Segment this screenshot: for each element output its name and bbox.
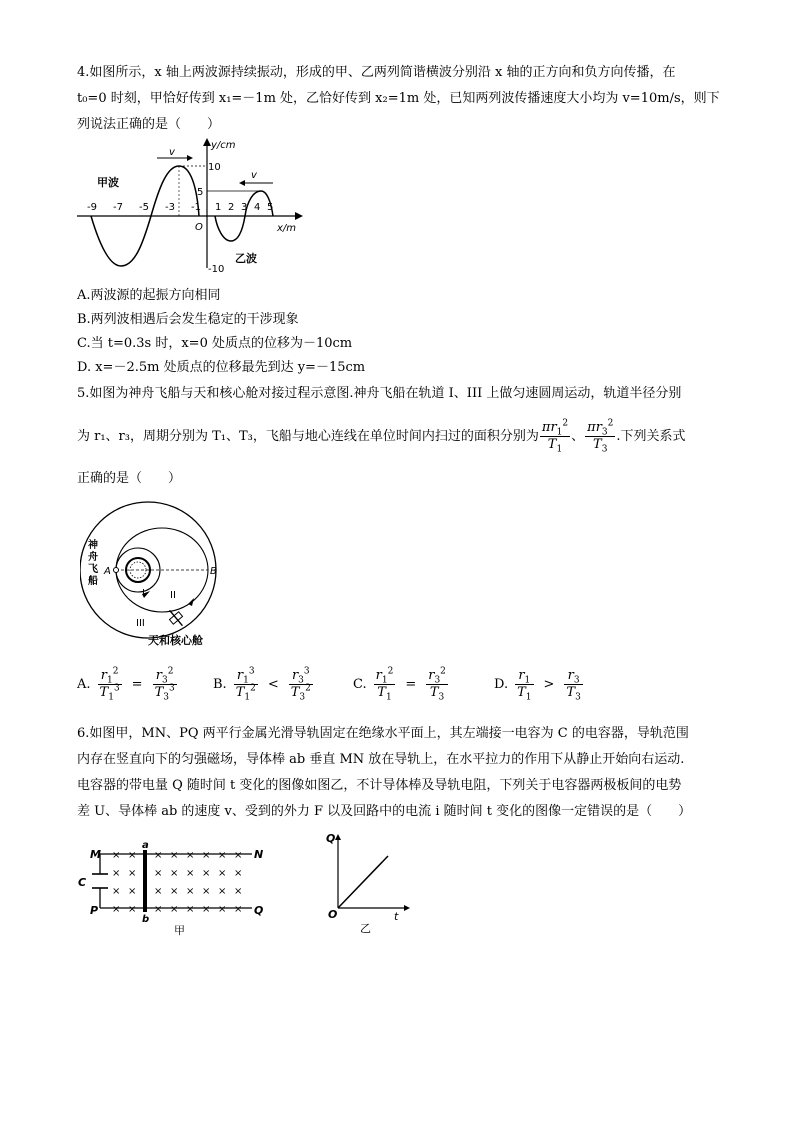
q6-label-n: N [254, 848, 264, 861]
svg-text:×: × [112, 850, 121, 861]
svg-text:×: × [234, 886, 243, 897]
q4-jia-label: 甲波 [97, 176, 119, 189]
q4-line-3: 列说法正确的是（ ） [77, 117, 221, 132]
q6-label-a: a [142, 840, 149, 851]
q5-area-frac-1: $\frac{\pi r_1^2}{T_1}$ [541, 418, 569, 455]
svg-text:×: × [202, 886, 211, 897]
q6-line-1: 6.如图甲，MN、PQ 两平行金属光滑导轨固定在绝缘水平面上，其左端接一电容为 C 的电容器，导轨范围 [77, 726, 689, 741]
q5-shenzhou-label: 神舟飞船 [88, 540, 98, 587]
svg-text:×: × [112, 904, 121, 915]
q4-x-tick-4: 4 [254, 202, 261, 213]
svg-text:×: × [234, 850, 243, 861]
q6-figure-jia [76, 838, 276, 938]
q4-x-tick-neg1: -1 [191, 202, 201, 213]
q5-option-b-letter: B. [213, 677, 227, 692]
svg-text:×: × [170, 868, 179, 879]
q5-point-a: A [104, 566, 111, 577]
svg-text:×: × [128, 868, 137, 879]
svg-text:×: × [234, 868, 243, 879]
q6-label-m: M [90, 848, 101, 861]
svg-text:×: × [202, 850, 211, 861]
q5-line-3: 正确的是（ ） [77, 471, 182, 486]
q4-yi-v: v [251, 170, 257, 181]
q5-orbit-iii: III [136, 618, 145, 629]
q4-line-2: t₀=0 时刻，甲恰好传到 x₁=－1m 处，乙恰好传到 x₂=1m 处，已知两列波传播速度大小均为 v=10m/s，则下 [77, 91, 720, 106]
q4-x-tick-neg5: -5 [139, 202, 149, 213]
svg-text:×: × [170, 850, 179, 861]
svg-text:×: × [128, 886, 137, 897]
q5-option-a-letter: A. [77, 677, 91, 692]
q4-y-tick-neg10: -10 [208, 264, 225, 275]
q5-line-2 [77, 420, 686, 453]
q4-yi-label: 乙波 [235, 252, 257, 265]
q5-option-d-letter: D. [494, 677, 509, 692]
q6-yi-y-label: Q [326, 832, 336, 845]
svg-text:×: × [154, 904, 163, 915]
q5-option-a: A. $\frac{r_1^2}{T_1^3}$ = $\frac{r_3^2}{T_3^3}$ [77, 666, 175, 703]
svg-text:×: × [218, 904, 227, 915]
svg-text:×: × [186, 886, 195, 897]
q4-x-tick-2: 2 [228, 202, 235, 213]
svg-text:×: × [154, 886, 163, 897]
q5-line-1: 5.如图为神舟飞船与天和核心舱对接过程示意图.神舟飞船在轨道 I、III 上做匀速圆周运动，轨道半径分别 [77, 386, 682, 401]
q4-x-tick-5: 5 [267, 202, 274, 213]
q4-origin: O [195, 222, 203, 233]
q5-orbit-ii: II [170, 590, 176, 601]
svg-text:×: × [218, 886, 227, 897]
q4-x-tick-3: 3 [241, 202, 248, 213]
svg-text:×: × [218, 868, 227, 879]
q5-tianhe-label: 天和核心舱 [148, 634, 203, 647]
q5-line-2-b: 、 [571, 428, 585, 444]
svg-text:×: × [202, 868, 211, 879]
svg-text:×: × [186, 904, 195, 915]
q4-x-axis-label: x/m [277, 223, 297, 234]
svg-text:×: × [170, 886, 179, 897]
svg-text:×: × [128, 904, 137, 915]
q4-option-a: A.两波源的起振方向相同 [77, 288, 221, 303]
svg-text:×: × [218, 850, 227, 861]
q4-option-b: B.两列波相遇后会发生稳定的干涉现象 [77, 312, 299, 327]
svg-text:×: × [186, 850, 195, 861]
q4-x-tick-1: 1 [215, 202, 222, 213]
q5-option-b: B. $\frac{r_1^3}{T_1^2}$ < $\frac{r_3^3}{T_3^2}$ [213, 666, 311, 703]
q6-figure-yi [322, 830, 412, 938]
q4-y-axis-label: y/cm [211, 140, 236, 151]
q6-label-b: b [142, 914, 150, 925]
q6-label-q: Q [254, 904, 264, 917]
q4-x-tick-neg3: -3 [165, 202, 175, 213]
q6-line-3: 电容器的带电量 Q 随时间 t 变化的图像如图乙，不计导体棒及导轨电阻，下列关于电容器两极板间的电势 [77, 778, 682, 793]
q5-line-2-a: 为 r₁、r₃，周期分别为 T₁、T₃，飞船与地心连线在单位时间内扫过的面积分别为 [77, 428, 539, 444]
q5-option-c: C. $\frac{r_1^2}{T_1}$ = $\frac{r_3^2}{T_3}$ [353, 666, 446, 703]
q6-line-2: 内存在竖直向下的匀强磁场，导体棒 ab 垂直 MN 放在导轨上，在水平拉力的作用下从静止开始向右运动. [77, 752, 685, 767]
svg-text:×: × [202, 904, 211, 915]
q4-wave-figure [77, 138, 307, 278]
q5-area-frac-3: $\frac{\pi r_3^2}{T_3}$ [587, 418, 614, 455]
q4-x-tick-neg9: -9 [87, 202, 97, 213]
q4-option-d: D. x=－2.5m 处质点的位移最先到达 y=－15cm [77, 360, 366, 375]
q6-label-p: P [90, 904, 99, 917]
q5-orbit-figure [80, 496, 230, 652]
q4-y-tick-10: 10 [208, 162, 221, 173]
q6-yi-x-label: t [394, 910, 399, 923]
svg-text:×: × [112, 886, 121, 897]
q4-line-1: 4.如图所示，x 轴上两波源持续振动，形成的甲、乙两列简谐横波分别沿 x 轴的正方向和负方向传播，在 [77, 65, 676, 80]
q4-y-tick-5: 5 [197, 187, 204, 198]
svg-text:×: × [112, 868, 121, 879]
q6-caption-jia: 甲 [174, 924, 185, 937]
q5-option-d: D. $\frac{r_1}{T_1}$ > $\frac{r_3}{T_3}$ [494, 668, 581, 703]
q5-orbit-i: I [142, 588, 145, 599]
svg-text:×: × [170, 904, 179, 915]
svg-text:×: × [234, 904, 243, 915]
svg-text:×: × [186, 868, 195, 879]
svg-text:×: × [154, 868, 163, 879]
q5-option-c-letter: C. [353, 677, 367, 692]
q4-option-c: C.当 t=0.3s 时，x=0 处质点的位移为－10cm [77, 336, 353, 351]
q6-label-c: C [78, 876, 87, 889]
q5-line-2-c: .下列关系式 [616, 428, 686, 444]
q4-x-tick-neg7: -7 [113, 202, 123, 213]
q5-point-b: B [210, 566, 217, 577]
q4-jia-v: v [169, 147, 175, 158]
q6-yi-origin: O [328, 908, 338, 921]
svg-text:×: × [128, 850, 137, 861]
q6-caption-yi: 乙 [360, 922, 371, 935]
svg-text:×: × [154, 850, 163, 861]
q6-line-4: 差 U、导体棒 ab 的速度 v、受到的外力 F 以及回路中的电流 i 随时间 t 变化的图像一定错误的是（ ） [77, 804, 692, 819]
